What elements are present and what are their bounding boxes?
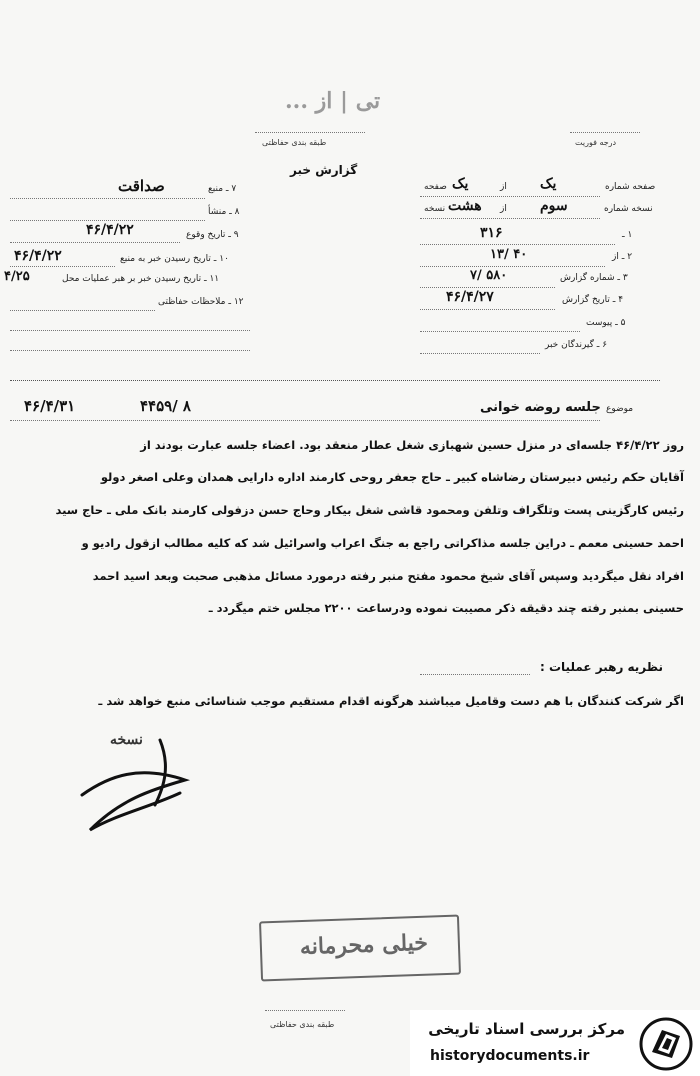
copy-word: نسخه — [424, 204, 446, 214]
copy-number-label: نسخه شماره — [604, 204, 653, 214]
watermark-site: historydocuments.ir — [430, 1048, 590, 1064]
field-2-label: ۲ ـ از — [612, 252, 633, 262]
page-dots — [420, 196, 600, 197]
field-5-dots — [420, 331, 580, 332]
field-4-dots — [420, 309, 555, 310]
subject-label: موضوع — [606, 404, 634, 414]
opinion-label: نظریه رهبر عملیات : — [540, 660, 663, 674]
left-blank-dots-2 — [10, 350, 250, 351]
field-10-label: ۱۰ ـ تاریخ رسیدن خبر به منبع — [120, 254, 229, 264]
footer-dots — [265, 1010, 345, 1011]
subject-dots — [10, 420, 600, 421]
classification-stamp-text: خیلی محرمانه — [299, 929, 429, 961]
footer-classification-label: طبقه بندی حفاظتی — [270, 1020, 335, 1029]
field-10-value: ۴۶/۴/۲۲ — [14, 248, 62, 264]
field-12-label: ۱۲ ـ ملاحظات حفاظتی — [158, 297, 244, 307]
field-1-value: ۳۱۶ — [480, 225, 503, 241]
page-word: صفحه — [424, 182, 447, 192]
field-12-dots — [10, 310, 155, 311]
field-9-value: ۴۶/۴/۲۲ — [86, 222, 134, 238]
left-blank-dots-1 — [10, 330, 250, 331]
field-1-dots — [420, 244, 615, 245]
report-title: گزارش خبر — [290, 163, 358, 177]
field-6-dots — [420, 353, 540, 354]
field-8-label: ۸ ـ منشأ — [208, 207, 240, 217]
field-1-label: ۱ ـ — [622, 230, 633, 240]
section-separator — [10, 380, 660, 381]
field-7-value: صداقت — [118, 177, 165, 195]
field-4-label: ۴ ـ تاریخ گزارش — [562, 295, 624, 305]
field-2-dots — [420, 266, 605, 267]
field-3-value: ۷/ ۵۸۰ — [470, 268, 508, 283]
priority-dots — [570, 132, 640, 133]
field-5-label: ۵ ـ پیوست — [586, 318, 626, 328]
classification-stamp-box — [259, 915, 461, 982]
watermark — [410, 1010, 700, 1076]
field-6-label: ۶ ـ گیرندگان خبر — [545, 340, 608, 350]
copy-of-label: از — [500, 204, 507, 214]
copy-number-value: سوم — [540, 198, 568, 214]
field-10-dots — [10, 266, 115, 267]
field-2-value: ۱۳/ ۴۰ — [490, 247, 528, 262]
field-9-dots — [10, 242, 180, 243]
field-3-label: ۳ ـ شماره گزارش — [560, 273, 628, 283]
copy-dots — [420, 218, 600, 219]
body-line-3: رئیس کارگزینی پست وتلگراف وتلفن ومحمود قاشی شغل بیکار وحاج حسن دزفولی کارمند بانک ملی ـ حاج سید — [55, 503, 684, 517]
classification-dots — [255, 132, 365, 133]
signature-note: نسخه — [110, 732, 143, 748]
body-line-5: افراد نقل میگردید وسپس آقای شیخ محمود مفتح منبر رفته درمورد مسائل مذهبی صحبت وبعد اسید احمد — [92, 569, 684, 583]
history-documents-logo-icon — [638, 1016, 694, 1072]
watermark-org-name: مرکز بررسی اسناد تاریخی — [428, 1020, 625, 1038]
top-stamp: تی | از ... — [285, 88, 381, 114]
field-4-value: ۴۶/۴/۲۷ — [446, 289, 494, 305]
field-7-dots — [10, 198, 205, 199]
subject-ref-number: ۴۴۵۹/ ۸ — [140, 397, 191, 415]
copy-of-value: هشت — [448, 198, 482, 214]
opinion-label-dots — [420, 674, 530, 675]
page-of-value: یک — [452, 176, 469, 192]
field-8-dots — [10, 220, 205, 221]
field-11-value: ۴/۲۵ — [4, 269, 30, 284]
field-11-label: ۱۱ ـ تاریخ رسیدن خبر بر هبر عملیات محل — [62, 274, 220, 284]
page-of-label: از — [500, 182, 507, 192]
signature-mark — [60, 735, 210, 845]
classification-label: طبقه بندی حفاظتی — [262, 138, 327, 147]
body-line-4: احمد حسینی معمم ـ دراین جلسه مذاکراتی راجع به جنگ اعراب واسرائیل شد که کلیه مطالب ازقول رادیو و — [81, 536, 684, 550]
field-3-dots — [420, 287, 555, 288]
field-7-label: ۷ ـ منبع — [208, 184, 237, 194]
opinion-text: اگر شرکت کنندگان با هم دست وقامیل میباشند هرگونه اقدام مستقیم موجب شناسائی منبع خواهد شد ـ — [98, 694, 684, 708]
body-line-2: آقایان حکم رئیس دبیرستان رضاشاه کبیر ـ حاج جعفر روحی کارمند اداره دارایی همدان وعلی اصغر دولو — [100, 470, 684, 484]
body-line-1: روز ۴۶/۴/۲۲ جلسه‌ای در منزل حسین شهبازی شغل عطار منعقد بود. اعضاء جلسه عبارت بودند از — [140, 438, 684, 452]
priority-label: درجه فوریت — [575, 138, 617, 147]
page-number-label: صفحه شماره — [605, 182, 656, 192]
subject-value: جلسه روضه خوانی — [480, 400, 601, 415]
subject-ref-date: ۴۶/۴/۳۱ — [24, 397, 76, 415]
body-line-6: حسینی بمنبر رفته چند دقیقه ذکر مصیبت نموده ودرساعت ۲۲۰۰ مجلس ختم میگردد ـ — [208, 601, 684, 615]
field-9-label: ۹ ـ تاریخ وقوع — [186, 230, 239, 240]
page-number-value: یک — [540, 176, 557, 192]
